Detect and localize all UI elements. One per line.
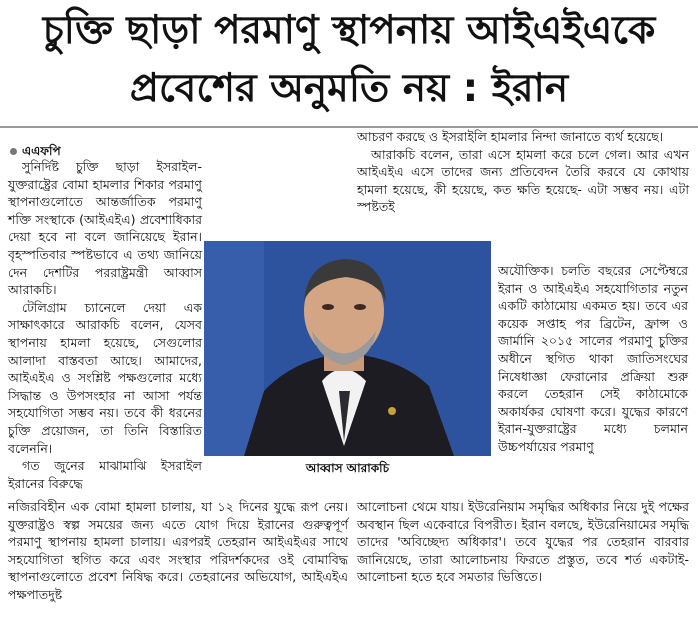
bullet-icon	[10, 148, 17, 155]
paragraph: অযৌক্তিক। চলতি বছরের সেপ্টেম্বরে ইরান ও আইএইএ সহযোগিতার নতুন একটি কাঠামোয় একমত হয়। তবে এর কয়েক সপ্তাহ পর ব্রিটেন, ফ্রান্স ও জার্মানি ২০১৫ সালের পরমাণু চুক্তির অধীনে স্থগিত থাকা জাতিসংঘের নিষেধাজ্ঞা ফেরানোর প্রক্রিয়া শুরু করলে তেহরান সেই কাঠামোকে অকার্যকর ঘোষণা করে। যুদ্ধের কারণে ইরান-যুক্তরাষ্ট্রের মধ্যে চলমান উচ্চপর্যায়ের পরমাণু	[498, 263, 688, 454]
article-bottom-right	[357, 498, 689, 586]
article-column-left	[8, 158, 202, 492]
paragraph: আচরণ করছে ও ইসরাইলি হামলার নিন্দা জানাতে ব্যর্থ হয়েছে।	[357, 129, 664, 144]
paragraph: সুনির্দিষ্ট চুক্তি ছাড়া ইসরাইল-যুক্তরাষ্ট্রের বোমা হামলার শিকার পরমাণু স্থাপনাগুলোতে আন্তর্জাতিক পরমাণু শক্তি সংস্থাকে (আইএইএ) প্রবেশাধিকার দেয়া হবে না বলে জানিয়েছে ইরান। বৃহস্পতিবার স্পষ্টভাবে এ তথ্য জানিয়ে দেন দেশটির পররাষ্ট্রমন্ত্রী আব্বাস আরাকচি।	[8, 159, 202, 298]
photo-abbas-araghchi	[204, 241, 491, 456]
paragraph: আরাকচি বলেন, তারা এসে হামলা করে চলে গেল। আর এখন আইএইএ এসে তাদের জন্য প্রতিবেদন তৈরি করবে যে কোথায় হামলা হয়েছে, কী হয়েছে, কত ক্ষতি হয়েছে- এটা সম্ভব নয়। এটা স্পষ্টতই	[357, 146, 689, 215]
paragraph: টেলিগ্রাম চ্যানেলে দেয়া এক সাক্ষাৎকারে আরাকচি বলেন, যেসব স্থাপনায় হামলা হয়েছে, সেগুলোর আলাদা বাস্তবতা আছে। আমাদের, আইএইএ ও সংশ্লিষ্ট পক্ষগুলোর মধ্যে সিদ্ধান্ত ও উপসংহার না আসা পর্যন্ত সহযোগিতা সম্ভব নয়। তবে কী ধরনের চুক্তি প্রয়োজন, তা তিনি বিস্তারিত বলেননি।	[8, 299, 202, 456]
paragraph: আলোচনা থেমে যায়। ইউরেনিয়াম সমৃদ্ধির অধিকার নিয়ে দুই পক্ষের অবস্থান ছিল একেবারে বিপরীত। ইরান বলছে, ইউরেনিয়ামের সমৃদ্ধি তাদের 'অবিচ্ছেদ্য অধিকার'। তবে যুদ্ধের পর তেহরান বারবার জানিয়েছে, তারা আলোচনায় ফিরতে প্রস্তুত, তবে শর্ত একটাই- আলোচনা হতে হবে সমতার ভিত্তিতে।	[357, 499, 689, 585]
dateline-text: এএফপি	[22, 144, 61, 158]
headline-line-1: চুক্তি ছাড়া পরমাণু স্থাপনায় আইএইএকে	[42, 8, 656, 53]
article-bottom-left	[8, 498, 348, 604]
article-column-right-top	[357, 128, 689, 216]
photo-caption: আব্বাস আরাকচি	[305, 461, 390, 475]
headline-line-2: প্রবেশের অনুমতি নয় : ইরান	[129, 66, 569, 111]
paragraph: নজিরবিহীন এক বোমা হামলা চালায়, যা ১২ দিনের যুদ্ধে রূপ নেয়। যুক্তরাষ্ট্রও স্বল্প সময়ের জন্য এতে যোগ দিয়ে ইরানের গুরুত্বপূর্ণ পরমাণু স্থাপনায় হামলা চালায়। এরপরই তেহরান আইএইএর সাথে সহযোগিতা স্থগিত করে এবং সংস্থার পরিদর্শকদের ওই বোমাবিদ্ধ স্থাপনাগুলোতে প্রবেশ নিষিদ্ধ করে। তেহরানের অভিযোগ, আইএইএ পক্ষপাতদুষ্ট	[8, 499, 348, 602]
portrait-illustration	[204, 241, 491, 456]
paragraph: গত জুনের মাঝামাঝি ইসরাইল ইরানের বিরুদ্ধে	[8, 458, 202, 491]
article-column-right	[498, 262, 688, 456]
